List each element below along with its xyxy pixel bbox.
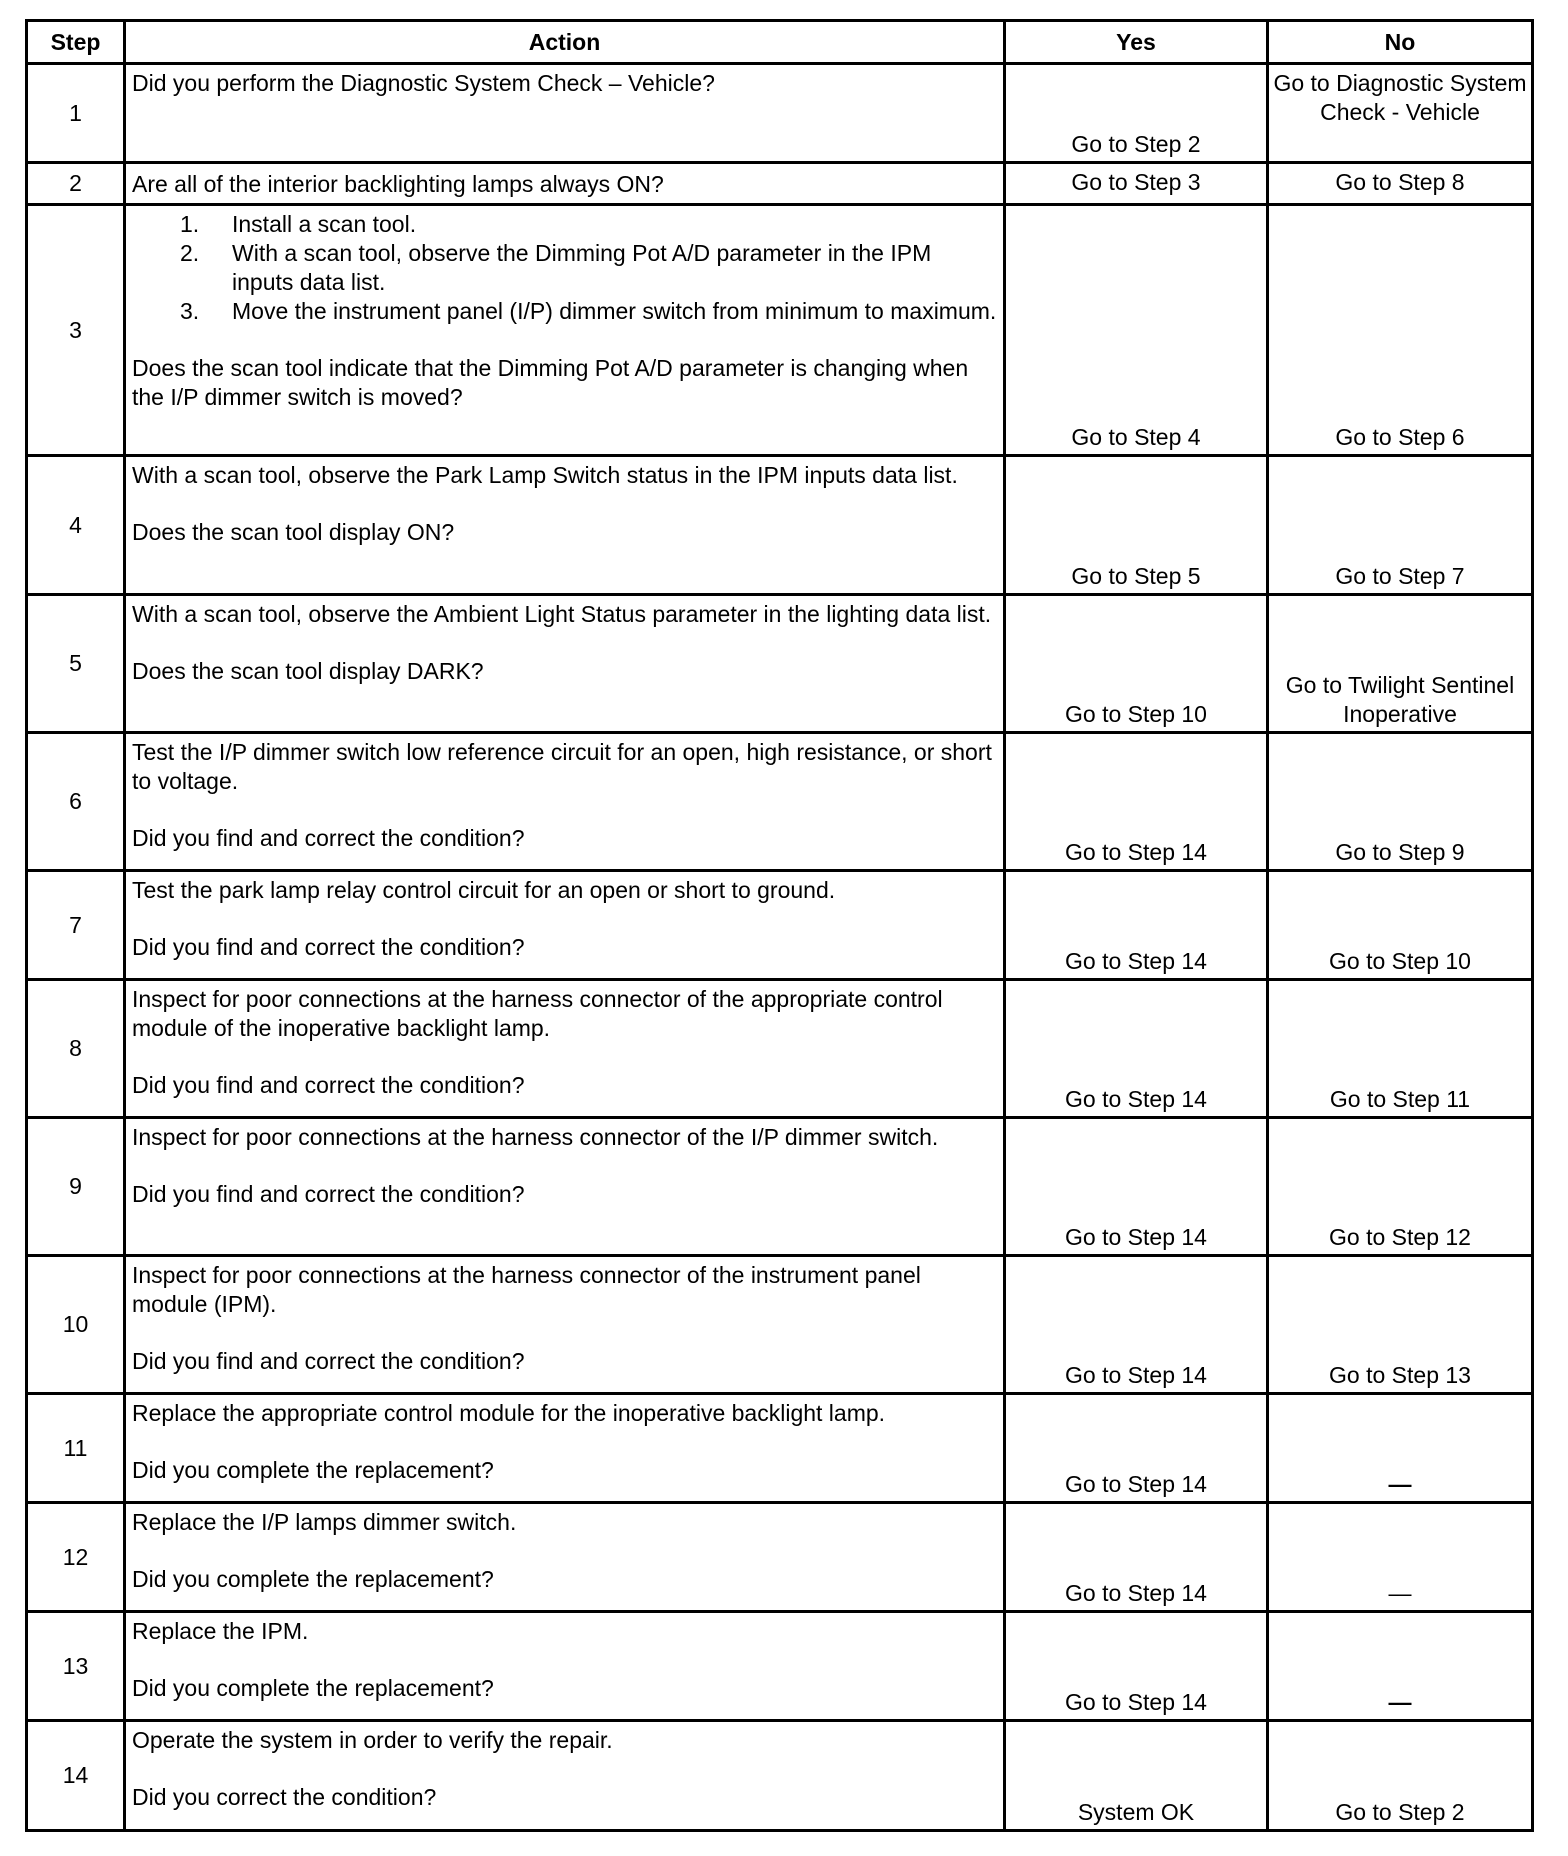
yes-cell: Go to Step 14 (1005, 1118, 1268, 1256)
header-yes: Yes (1005, 21, 1268, 64)
yes-cell: Go to Step 14 (1005, 871, 1268, 980)
step-number: 5 (27, 595, 125, 733)
step-number: 8 (27, 980, 125, 1118)
action-cell (125, 1721, 1005, 1831)
table-row (27, 1721, 1533, 1831)
action-question: Does the scan tool display ON? (132, 519, 455, 545)
step-number: 14 (27, 1721, 125, 1831)
yes-cell: Go to Step 14 (1005, 1256, 1268, 1394)
step-number: 13 (27, 1612, 125, 1721)
step-number: 4 (27, 456, 125, 595)
yes-cell: Go to Step 3 (1005, 163, 1268, 205)
no-cell: Go to Step 6 (1268, 205, 1533, 456)
table-row (27, 1612, 1533, 1721)
yes-cell: Go to Step 2 (1005, 64, 1268, 163)
no-cell: Go to Step 11 (1268, 980, 1533, 1118)
action-text: With a scan tool, observe the Ambient Light Status parameter in the lighting data list. (132, 601, 992, 627)
action-question: Did you complete the replacement? (132, 1675, 494, 1701)
action-cell (125, 1118, 1005, 1256)
yes-cell: Go to Step 5 (1005, 456, 1268, 595)
table-row (27, 64, 1533, 163)
step-number: 11 (27, 1394, 125, 1503)
yes-cell: Go to Step 14 (1005, 1503, 1268, 1612)
substep-item: With a scan tool, observe the Dimming Pot A/D parameter in the IPM inputs data list. (232, 240, 932, 295)
diagnostic-table (25, 19, 1534, 1832)
no-cell: Go to Step 13 (1268, 1256, 1533, 1394)
step-number: 10 (27, 1256, 125, 1394)
action-text: Are all of the interior backlighting lamps always ON? (132, 171, 664, 197)
header-no: No (1268, 21, 1533, 64)
action-cell (125, 733, 1005, 871)
action-question: Did you find and correct the condition? (132, 1348, 525, 1374)
substep-list (132, 210, 997, 326)
table-row (27, 456, 1533, 595)
action-text: Replace the I/P lamps dimmer switch. (132, 1509, 517, 1535)
action-text: Replace the IPM. (132, 1618, 309, 1644)
no-cell: Go to Step 8 (1268, 163, 1533, 205)
action-text: Replace the appropriate control module for the inoperative backlight lamp. (132, 1400, 886, 1426)
yes-cell: Go to Step 14 (1005, 1394, 1268, 1503)
table-row (27, 1503, 1533, 1612)
no-cell: Go to Step 10 (1268, 871, 1533, 980)
action-question: Does the scan tool display DARK? (132, 658, 484, 684)
table-row (27, 1256, 1533, 1394)
action-question: Did you complete the replacement? (132, 1457, 494, 1483)
no-cell: Go to Step 9 (1268, 733, 1533, 871)
action-cell (125, 1394, 1005, 1503)
action-question: Did you complete the replacement? (132, 1566, 494, 1592)
action-question: Did you find and correct the condition? (132, 1072, 525, 1098)
action-question: Did you find and correct the condition? (132, 934, 525, 960)
step-number: 12 (27, 1503, 125, 1612)
action-cell (125, 1256, 1005, 1394)
step-number: 2 (27, 163, 125, 205)
no-cell: — (1268, 1503, 1533, 1612)
action-text: Test the park lamp relay control circuit for an open or short to ground. (132, 877, 836, 903)
no-cell: Go to Step 7 (1268, 456, 1533, 595)
action-cell (125, 456, 1005, 595)
action-text: Operate the system in order to verify the repair. (132, 1727, 613, 1753)
substep-item: Move the instrument panel (I/P) dimmer switch from minimum to maximum. (232, 298, 997, 324)
table-row (27, 163, 1533, 205)
table-row (27, 980, 1533, 1118)
no-cell: — (1268, 1612, 1533, 1721)
step-number: 3 (27, 205, 125, 456)
action-cell (125, 64, 1005, 163)
header-row (27, 21, 1533, 64)
action-question: Did you find and correct the condition? (132, 825, 525, 851)
action-question: Does the scan tool indicate that the Dimming Pot A/D parameter is changing when the I/P dimmer switch is moved? (132, 355, 969, 410)
table-row (27, 733, 1533, 871)
action-text: Inspect for poor connections at the harness connector of the I/P dimmer switch. (132, 1124, 939, 1150)
table-row (27, 871, 1533, 980)
step-number: 9 (27, 1118, 125, 1256)
action-cell (125, 980, 1005, 1118)
step-number: 6 (27, 733, 125, 871)
no-cell: Go to Step 2 (1268, 1721, 1533, 1831)
action-text: Inspect for poor connections at the harness connector of the instrument panel module (IPM). (132, 1262, 921, 1317)
no-cell: Go to Twilight Sentinel Inoperative (1268, 595, 1533, 733)
action-text: With a scan tool, observe the Park Lamp Switch status in the IPM inputs data list. (132, 462, 958, 488)
action-cell (125, 1503, 1005, 1612)
action-text: Did you perform the Diagnostic System Check – Vehicle? (132, 70, 715, 96)
yes-cell: Go to Step 14 (1005, 980, 1268, 1118)
no-cell: — (1268, 1394, 1533, 1503)
step-number: 1 (27, 64, 125, 163)
yes-cell: Go to Step 4 (1005, 205, 1268, 456)
action-question: Did you correct the condition? (132, 1784, 437, 1810)
header-step: Step (27, 21, 125, 64)
no-cell: Go to Diagnostic System Check - Vehicle (1268, 64, 1533, 163)
action-cell (125, 595, 1005, 733)
action-text: Inspect for poor connections at the harness connector of the appropriate control module of the inoperative backlight lamp. (132, 986, 943, 1041)
action-cell (125, 871, 1005, 980)
yes-cell: Go to Step 14 (1005, 1612, 1268, 1721)
header-action: Action (125, 21, 1005, 64)
action-cell (125, 205, 1005, 456)
table-row (27, 205, 1533, 456)
table-row (27, 1394, 1533, 1503)
table-row (27, 595, 1533, 733)
step-number: 7 (27, 871, 125, 980)
yes-cell: System OK (1005, 1721, 1268, 1831)
yes-cell: Go to Step 14 (1005, 733, 1268, 871)
no-cell: Go to Step 12 (1268, 1118, 1533, 1256)
substep-item: Install a scan tool. (232, 211, 417, 237)
action-text: Test the I/P dimmer switch low reference circuit for an open, high resistance, or short to voltage. (132, 739, 992, 794)
action-cell (125, 1612, 1005, 1721)
table-row (27, 1118, 1533, 1256)
action-cell (125, 163, 1005, 205)
yes-cell: Go to Step 10 (1005, 595, 1268, 733)
action-question: Did you find and correct the condition? (132, 1181, 525, 1207)
